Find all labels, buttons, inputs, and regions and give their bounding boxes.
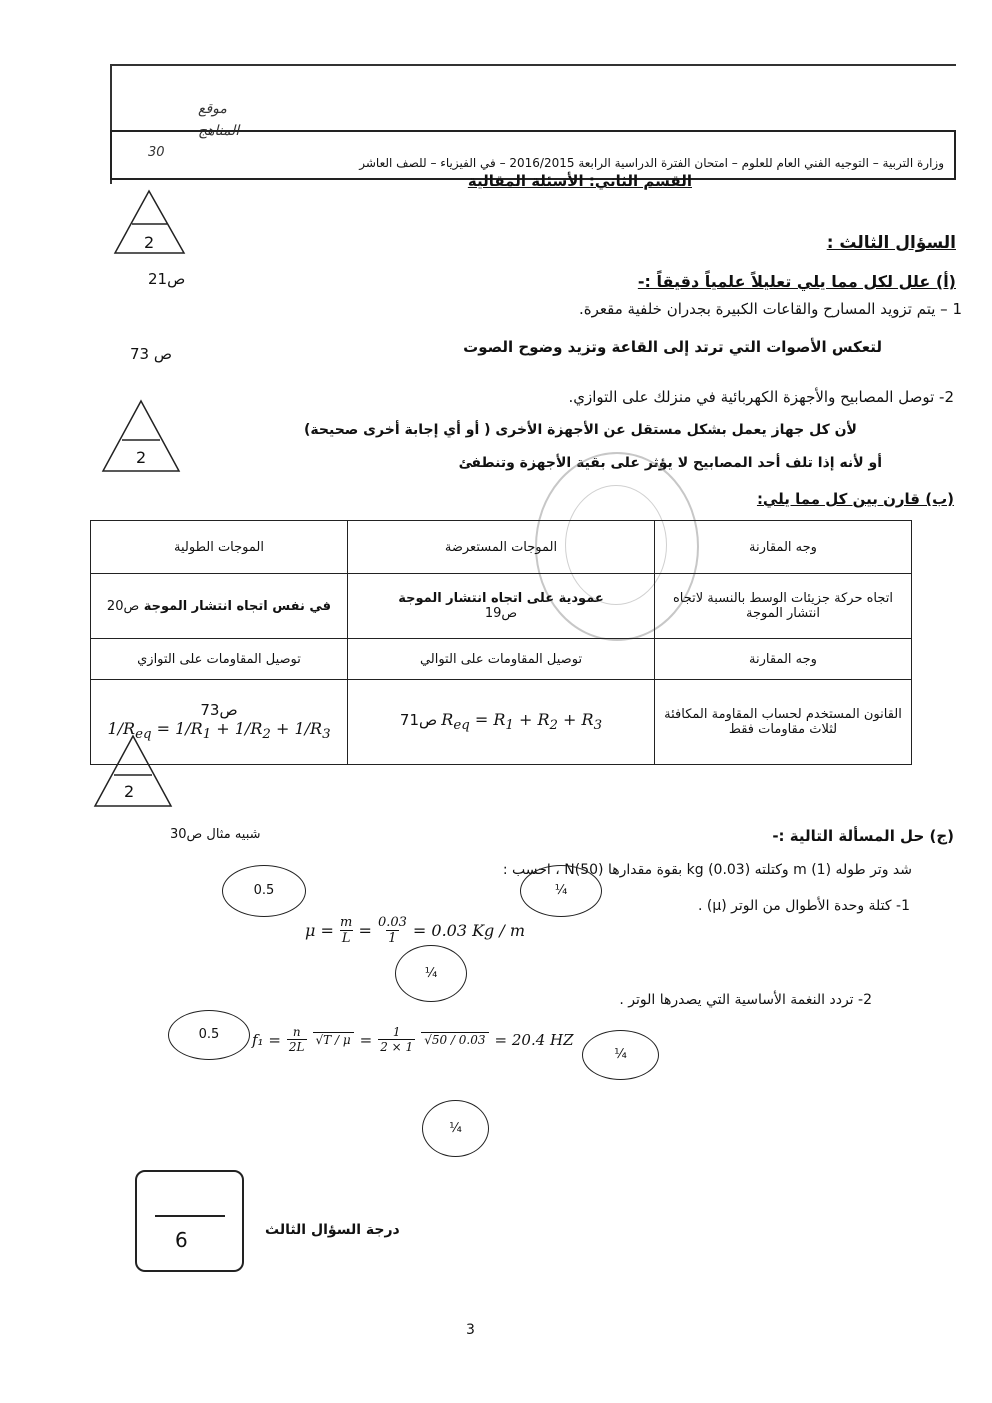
page-border-top: [110, 64, 956, 66]
formula-f-den1: 2L: [288, 1040, 305, 1054]
section-title: القسم الثاني: الأسئلة المقالية: [467, 172, 692, 190]
table-cell: [348, 574, 655, 639]
table-cell: القانون المستخدم لحساب المقاومة المكافئة لثلاث مقاومات فقط: [655, 680, 912, 765]
score-bubble: 0.5: [222, 865, 306, 917]
formula-f-result: = 20.4 HZ: [494, 1030, 574, 1049]
ref-a1: ص21: [148, 270, 186, 288]
site-stamp: موقع المناهج 30: [148, 101, 240, 160]
part-a-item-2: 2- توصل المصابيح والأجهزة الكهربائية في منزلك على التوازي.: [568, 388, 954, 406]
table-cell: اتجاه حركة جزيئات الوسط بالنسبة لاتجاه انتشار الموجة: [655, 574, 912, 639]
formula-f-sqrt1: T / μ: [323, 1033, 351, 1047]
transverse-answer: عمودية على اتجاه انتشار الموجة: [398, 591, 604, 606]
part-a-answer-2: لأن كل جهاز يعمل بشكل مستقل عن الأجهزة الأخرى ( أو أي إجابة أخرى صحيحة): [304, 422, 857, 438]
part-a-answer-1: لتعكس الأصوات التي ترتد إلى القاعة وتزيد وضوح الصوت: [463, 338, 882, 356]
formula-f-num1: n: [292, 1025, 301, 1039]
part-c-item-1: 1- كتلة وحدة الأطوال من الوتر (μ) .: [697, 898, 910, 914]
ref-b4: ص73: [200, 701, 238, 720]
total-score: 6: [175, 1228, 188, 1252]
formula-mu: μ = $\frac{m}{L}$ = $\frac{0.03}{1}$ = 0.03 Kg / m: [305, 915, 526, 946]
formula-mu-num2: 0.03: [377, 915, 407, 930]
score-bubble: ¼: [520, 865, 602, 917]
part-a-answer-2b: أو لأنه إذا تلف أحد المصابيح لا يؤثر على بقية الأجهزة وتنطفئ: [458, 455, 882, 471]
total-label: درجة السؤال الثالث: [265, 1222, 400, 1238]
table-cell: توصيل المقاومات على التوازي: [91, 639, 348, 680]
formula-f-den2: 2 × 1: [380, 1040, 414, 1054]
part-c-item-2: 2- تردد النغمة الأساسية التي يصدرها الوتر .: [619, 992, 872, 1008]
score-bubble: ¼: [582, 1030, 659, 1080]
formula-mu-den1: L: [341, 931, 351, 946]
table-cell: وجه المقارنة: [655, 521, 912, 574]
table-cell: [91, 574, 348, 639]
formula-mu-lhs: μ =: [305, 921, 334, 940]
ministry-line: وزارة التربية – التوجيه الفني العام للعلوم – امتحان الفترة الدراسية الرابعة 2016/2015 – في الفيزياء – للصف العاشر: [359, 156, 944, 170]
ref-b3: ص71: [399, 711, 438, 730]
grade-box-line: [155, 1215, 225, 1217]
longitudinal-answer: في نفس اتجاه انتشار الموجة: [143, 598, 332, 614]
total-grade-box: [135, 1170, 244, 1272]
part-b-title: (ب) قارن بين كل مما يلي:: [756, 490, 954, 508]
score-bubble: 0.5: [168, 1010, 250, 1060]
series-formula: $R_{eq} = R_1 + R_2 + R_3$: [441, 710, 603, 734]
ref-a2: ص 73: [130, 345, 172, 363]
page-number: 3: [466, 1322, 475, 1338]
ref-c: شبيه مثال ص30: [170, 827, 261, 842]
question-title: السؤال الثالث :: [826, 233, 956, 253]
table-cell: وجه المقارنة: [655, 639, 912, 680]
comparison-table: [90, 520, 912, 765]
formula-mu-result: = 0.03 Kg / m: [412, 921, 526, 940]
table-cell: الموجات الطولية: [91, 521, 348, 574]
parallel-formula: $1/R_{eq} = 1/R_1 + 1/R_2 + 1/R_3$: [107, 719, 331, 743]
ref-b1: ص19: [484, 606, 518, 621]
score-bubble: ¼: [422, 1100, 489, 1157]
table-row: [91, 639, 912, 680]
table-cell: الموجات المستعرضة: [348, 521, 655, 574]
formula-mu-den2: 1: [388, 931, 397, 946]
score-bubble: ¼: [395, 945, 467, 1002]
table-row: [91, 680, 912, 765]
part-a-item-1: 1 – يتم تزويد المسارح والقاعات الكبيرة بجدران خلفية مقعرة.: [579, 300, 962, 318]
table-row: [91, 574, 912, 639]
table-cell: توصيل المقاومات على التوالي: [348, 639, 655, 680]
formula-f-num2: 1: [392, 1025, 401, 1039]
score-a: 2: [144, 233, 155, 252]
part-c-title: (ج) حل المسألة التالية :-: [772, 827, 954, 845]
ref-b2: ص20: [106, 598, 140, 614]
formula-frequency: f₁ = $\frac{n}{2L}$ √T / μ = $\frac{1}{2 \times 1}$ √50 / 0.03 = 20.4 HZ: [252, 1025, 574, 1054]
score-b: 2: [136, 448, 147, 467]
part-c-intro: شد وتر طوله m (1) وكتلته (0.03) kg بقوة مقدارها (50)N ، احسب :: [502, 862, 912, 878]
series-formula-cell: [348, 680, 655, 765]
table-row: [91, 521, 912, 574]
part-a-title: (أ) علل لكل مما يلي تعليلاً علمياً دقيقاً :-: [637, 272, 956, 291]
formula-f-sqrt2: 50 / 0.03: [431, 1033, 486, 1047]
formula-f-lhs: f₁ =: [252, 1030, 281, 1049]
formula-mu-num1: m: [340, 915, 353, 930]
score-c: 2: [124, 782, 135, 801]
